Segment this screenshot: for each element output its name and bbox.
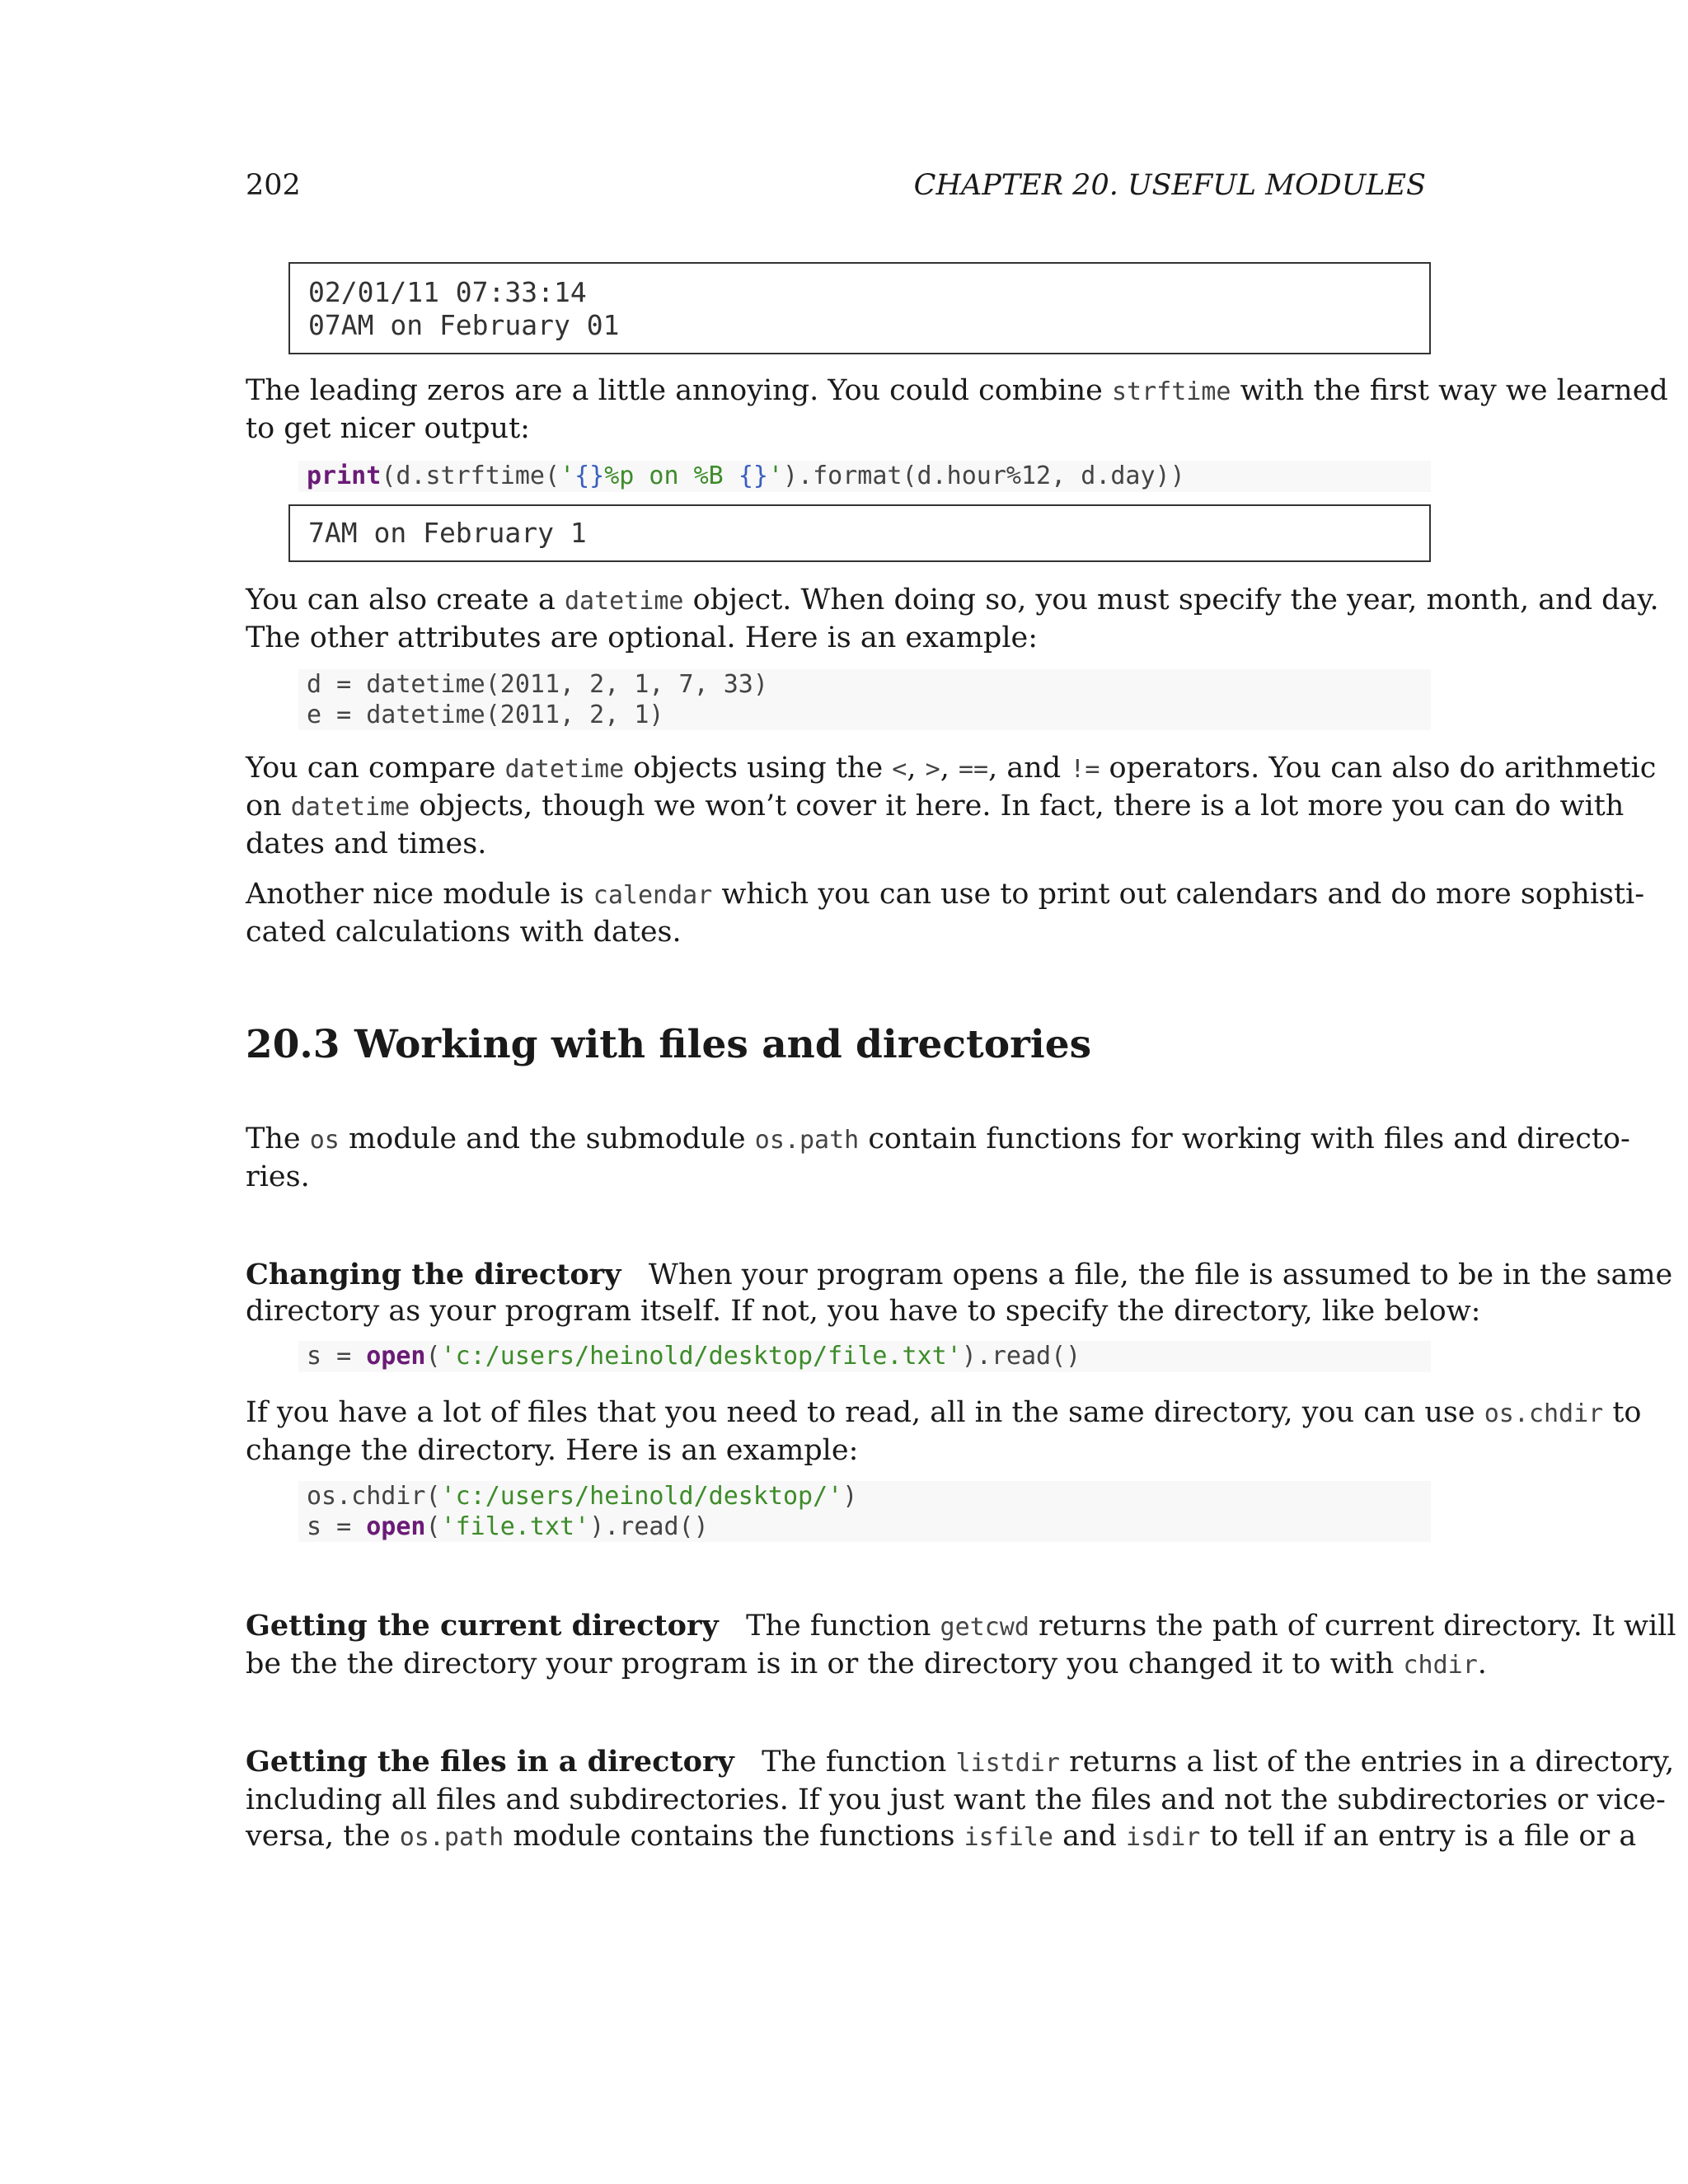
code-block — [298, 669, 1431, 730]
paragraph: You can also create a datetime object. When doing so, you must specify the year, month, and day. The other attributes are optional. Here is an example: — [246, 583, 1659, 654]
inline-code: calendar — [593, 881, 713, 910]
section-number: 20.3 — [246, 1022, 340, 1067]
paragraph: Getting the files in a directory The function listdir returns a list of the entries in a directory, including all files and subdirectories. If you just want the files and not the subdirectories or vice- versa, the os.path module contains the functions isfile and isdir to tell if an entry is a file or a — [246, 1745, 1675, 1853]
output-box — [288, 262, 1431, 354]
inline-code: os — [309, 1126, 340, 1155]
paragraph: Getting the current directory The function getcwd returns the path of current directory. It will be the the directory your program is in or the directory you changed it to with chdir. — [246, 1609, 1676, 1680]
paragraph-heading: Getting the files in a directory — [246, 1745, 734, 1779]
paragraph-heading: Changing the directory — [246, 1258, 621, 1291]
paragraph: The os module and the submodule os.path contain functions for working with files and directo- ries. — [246, 1122, 1630, 1193]
code-block: s = open('c:/users/heinold/desktop/file.txt').read() — [298, 1341, 1431, 1372]
code-line: e = datetime(2011, 2, 1) — [307, 701, 664, 729]
inline-code: os.chdir — [1484, 1399, 1604, 1428]
inline-code: datetime — [504, 755, 625, 784]
output-line: 7AM on February 1 — [308, 517, 587, 549]
section-heading — [246, 1022, 1091, 1067]
paragraph-heading: Getting the current directory — [246, 1609, 719, 1643]
inline-code: isfile — [964, 1823, 1053, 1852]
paragraph: You can compare datetime objects using the <, >, ==, and != operators. You can also do arithmetic on datetime objects, though we won’t cover it here. In fact, there is a lot more you can do with dates and times. — [246, 752, 1657, 860]
inline-code: os.path — [754, 1126, 860, 1155]
inline-code: isdir — [1126, 1823, 1201, 1852]
inline-code: getcwd — [940, 1613, 1029, 1642]
page-number: 202 — [246, 169, 301, 202]
paragraph: Changing the directory When your program opens a file, the file is assumed to be in the same directory as your program itself. If not, you have to specify the directory, like below: — [246, 1258, 1673, 1328]
section-title: Working with files and directories — [354, 1022, 1092, 1067]
inline-code: strftime — [1111, 377, 1231, 406]
paragraph: If you have a lot of files that you need to read, all in the same directory, you can use os.chdir to change the directory. Here is an example: — [246, 1396, 1642, 1467]
code-line: d = datetime(2011, 2, 1, 7, 33) — [307, 670, 768, 699]
output-line: 07AM on February 01 — [308, 309, 620, 341]
paragraph: Another nice module is calendar which you can use to print out calendars and do more sophisti- cated calculations with dates. — [246, 878, 1645, 949]
code-block: os.chdir('c:/users/heinold/desktop/') s = open('file.txt').read() — [298, 1481, 1431, 1542]
inline-code: datetime — [564, 587, 684, 616]
inline-code: listdir — [955, 1749, 1060, 1778]
output-box — [288, 504, 1431, 562]
inline-code: os.path — [399, 1823, 504, 1852]
paragraph: The leading zeros are a little annoying. You could combine strftime with the first way we learned to get nicer output: — [246, 374, 1668, 445]
output-line: 02/01/11 07:33:14 — [308, 276, 587, 308]
inline-code: chdir — [1403, 1651, 1478, 1680]
code-block: print(d.strftime('{}%p on %B {}').format(d.hour%12, d.day)) — [298, 461, 1431, 492]
inline-code: datetime — [290, 793, 410, 822]
running-title: CHAPTER 20. USEFUL MODULES — [913, 169, 1426, 202]
